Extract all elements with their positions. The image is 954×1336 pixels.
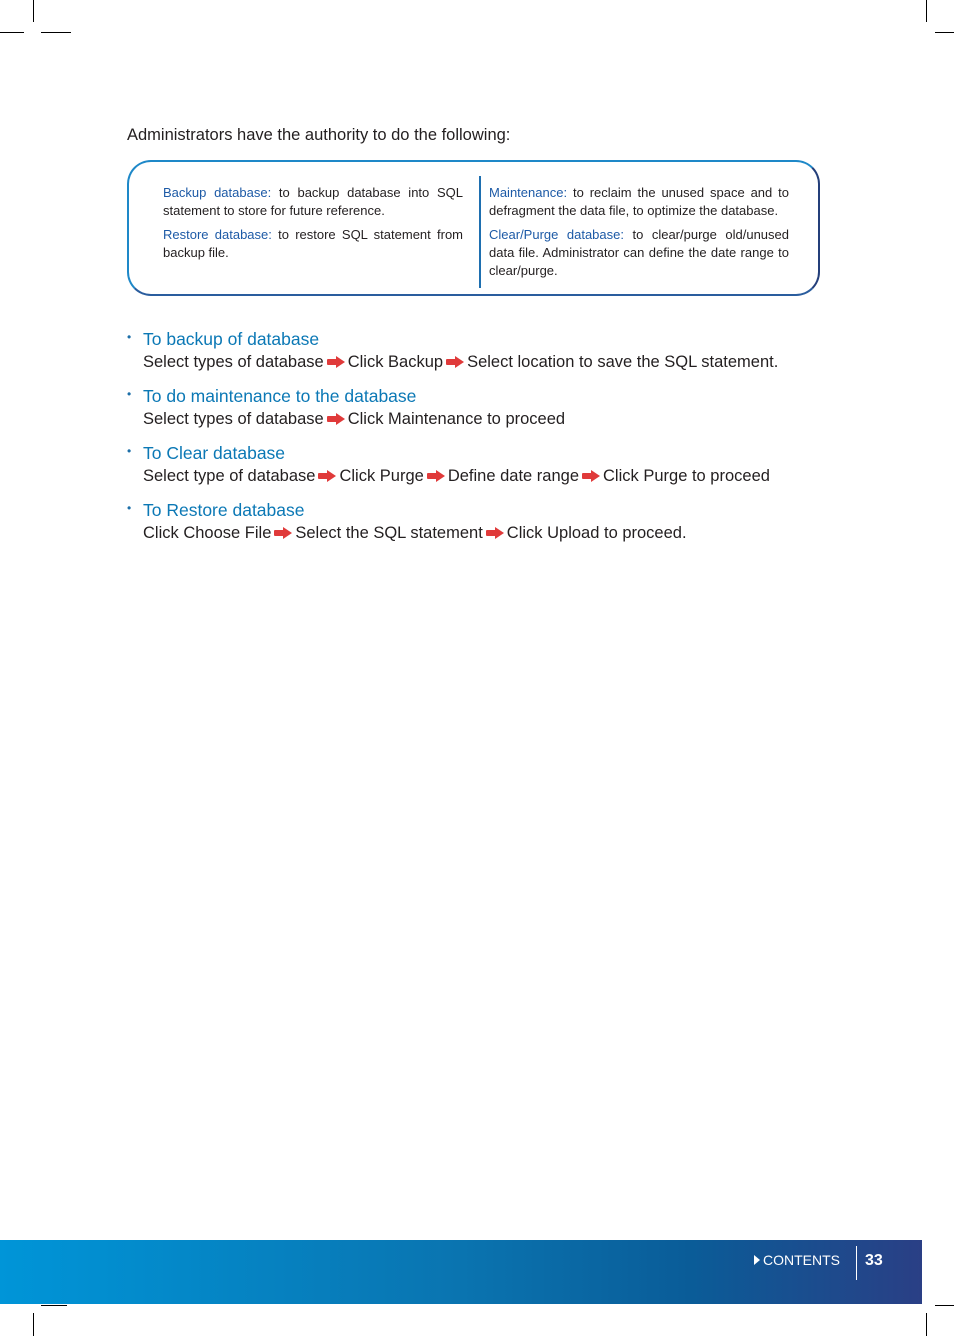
term-label: Clear/Purge database: (489, 227, 624, 242)
panel-item-maintenance (489, 184, 789, 220)
bullet-icon: • (127, 387, 132, 401)
step-part: Define date range (447, 467, 580, 485)
step-title: To do maintenance to the database (143, 386, 417, 406)
step-part: Click Maintenance to proceed (347, 410, 566, 428)
right-arrow-icon (486, 527, 504, 539)
crop-mark (926, 0, 927, 22)
step-part: Click Choose File (143, 524, 272, 542)
crop-mark (41, 1305, 67, 1306)
panel-item-backup (163, 184, 463, 220)
step-title: To backup of database (143, 329, 320, 349)
bullet-icon: • (127, 330, 132, 344)
right-arrow-icon (427, 470, 445, 482)
panel-divider (479, 176, 481, 288)
right-arrow-icon (446, 356, 464, 368)
footer-divider (856, 1246, 857, 1280)
step-part: Click Purge (339, 467, 424, 485)
term-description: to clear/purge old/unused data file. Administrator can define the date range to clear/purge. (489, 227, 789, 278)
procedure-list (127, 328, 827, 556)
step-part: Select location to save the SQL statement. (467, 353, 779, 371)
term-description: to backup database into SQL statement to store for future reference. (163, 185, 463, 218)
crop-mark (935, 1305, 954, 1306)
term-label: Maintenance: (489, 185, 568, 200)
panel-right-column (489, 184, 789, 286)
admin-functions-panel (127, 160, 820, 296)
step-part: Click Backup (347, 353, 444, 371)
step-title: To Clear database (143, 443, 286, 463)
right-arrow-icon (318, 470, 336, 482)
panel-left-column (163, 184, 463, 268)
crop-mark (935, 32, 954, 33)
right-arrow-icon (327, 413, 345, 425)
right-arrow-icon (274, 527, 292, 539)
bullet-icon: • (127, 501, 132, 515)
intro-text: Administrators have the authority to do the following: (127, 126, 511, 144)
term-description: to restore SQL statement from backup file. (163, 227, 464, 260)
panel-item-restore (163, 226, 463, 262)
right-arrow-icon (327, 356, 345, 368)
panel-item-clear-purge (489, 226, 789, 280)
step-description (143, 350, 827, 374)
step-part: Click Upload to proceed. (506, 524, 687, 542)
step-restore (127, 499, 827, 545)
crop-mark (33, 1313, 34, 1336)
step-description (143, 521, 827, 545)
caret-right-icon (754, 1255, 760, 1265)
step-description (143, 407, 827, 431)
step-part: Select types of database (143, 353, 324, 371)
term-label: Restore database: (163, 227, 272, 242)
term-label: Backup database: (163, 185, 272, 200)
crop-mark (926, 1313, 927, 1336)
step-part: Select the SQL statement (295, 524, 483, 542)
crop-mark (0, 32, 24, 33)
step-maintenance (127, 385, 827, 431)
step-description (143, 464, 827, 488)
crop-mark (41, 32, 71, 33)
step-part: Select types of database (143, 410, 324, 428)
bullet-icon: • (127, 444, 132, 458)
step-part: Select type of database (143, 467, 316, 485)
contents-link[interactable] (754, 1252, 840, 1268)
step-backup (127, 328, 827, 374)
step-clear (127, 442, 827, 488)
contents-label: CONTENTS (763, 1252, 840, 1268)
crop-mark (33, 0, 34, 22)
page-number: 33 (865, 1252, 883, 1269)
step-title: To Restore database (143, 500, 305, 520)
step-part: Click Purge to proceed (603, 467, 770, 485)
page-footer (0, 1240, 922, 1304)
term-description: to reclaim the unused space and to defragment the data file, to optimize the database. (489, 185, 789, 218)
right-arrow-icon (582, 470, 600, 482)
